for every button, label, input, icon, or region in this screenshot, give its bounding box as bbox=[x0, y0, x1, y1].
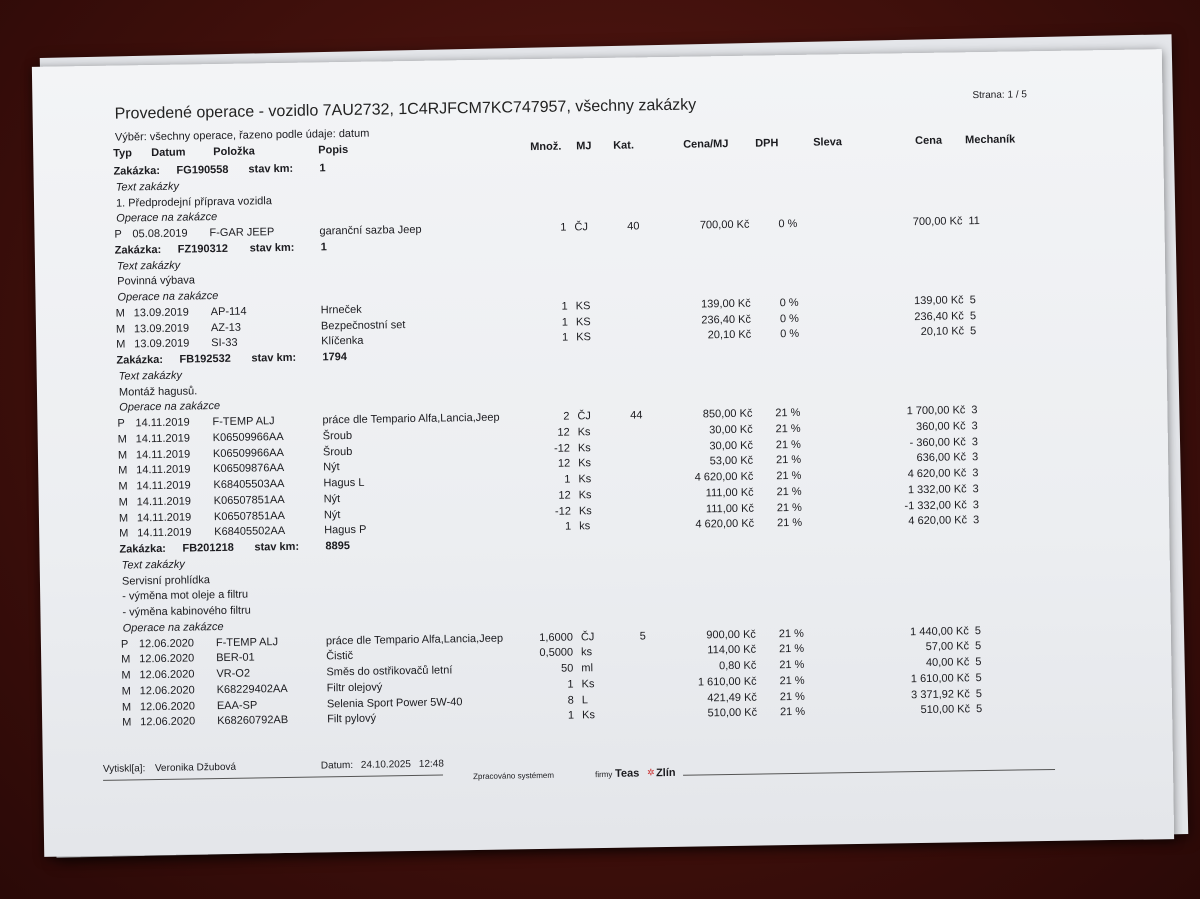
km-value: 1 bbox=[319, 162, 326, 175]
cell-kat bbox=[609, 504, 644, 505]
cell-polozka: K68229402AA bbox=[216, 682, 288, 696]
cell-cena: 4 620,00 Kč bbox=[908, 514, 968, 528]
km-value: 1794 bbox=[322, 351, 348, 364]
cell-mj: ks bbox=[581, 646, 593, 659]
col-mnoz: Množ. bbox=[530, 140, 562, 154]
cell-dph: 21 % bbox=[775, 438, 801, 451]
cell-mnoz: 1,6000 bbox=[539, 630, 573, 644]
cell-kat bbox=[608, 457, 643, 458]
brand-star-icon: ✲ bbox=[646, 767, 655, 778]
cell-mj: Ks bbox=[578, 473, 592, 486]
cell-kat bbox=[612, 709, 647, 710]
section-label-text: Text zakázky bbox=[121, 558, 185, 572]
order-number: FB201218 bbox=[182, 541, 234, 555]
cell-dph: 0 % bbox=[779, 312, 800, 325]
cell-mech: 11 bbox=[968, 215, 980, 228]
cell-typ: M bbox=[118, 464, 128, 477]
section-label-text: Operace na zakázce bbox=[122, 620, 224, 635]
cell-cena-mj: 111,00 Kč bbox=[705, 502, 754, 515]
cell-mnoz: 50 bbox=[561, 662, 574, 675]
cell-mj: ks bbox=[579, 520, 591, 533]
print-time: 12:48 bbox=[418, 758, 444, 770]
cell-cena-mj: 421,49 Kč bbox=[707, 691, 757, 704]
cell-cena: 700,00 Kč bbox=[912, 215, 963, 229]
cell-mnoz: 1 bbox=[564, 520, 572, 533]
cell-typ: M bbox=[117, 433, 127, 446]
brand-teas: Teas bbox=[614, 767, 640, 780]
cell-cena-mj: 510,00 Kč bbox=[707, 706, 758, 720]
cell-polozka: K68260792AB bbox=[217, 714, 289, 728]
cell-mech: 5 bbox=[974, 640, 982, 653]
cell-mech: 3 bbox=[972, 498, 980, 511]
brand-zlin: Zlín bbox=[655, 766, 676, 780]
col-typ: Typ bbox=[113, 147, 133, 160]
cell-kat bbox=[612, 677, 647, 678]
cell-cena: 20,10 Kč bbox=[920, 325, 965, 339]
cell-cena-mj: 20,10 Kč bbox=[707, 328, 752, 342]
cell-kat: 5 bbox=[639, 629, 646, 642]
cell-popis: garanční sazba Jeep bbox=[319, 223, 422, 238]
cell-popis: práce dle Tempario Alfa,Lancia,Jeep bbox=[325, 632, 504, 647]
col-polozka: Položka bbox=[213, 145, 255, 159]
cell-mj: KS bbox=[576, 331, 591, 344]
cell-popis: Šroub bbox=[322, 429, 353, 443]
section-label-text: Text zakázky bbox=[116, 259, 181, 273]
printed-by-label: Vytiskl[a]: bbox=[102, 763, 146, 775]
cell-mnoz: 1 bbox=[564, 473, 571, 486]
cell-typ: M bbox=[115, 322, 126, 336]
cell-mnoz: -12 bbox=[554, 505, 572, 518]
cell-mj: Ks bbox=[578, 504, 592, 517]
cell-datum: 12.06.2020 bbox=[139, 652, 195, 666]
cell-popis: Klíčenka bbox=[321, 335, 364, 348]
footer-rule-left bbox=[103, 775, 443, 781]
cell-datum: 13.09.2019 bbox=[133, 321, 190, 335]
cell-cena-mj: 139,00 Kč bbox=[701, 297, 751, 311]
cell-mech: 5 bbox=[969, 309, 977, 322]
km-label: stav km: bbox=[249, 241, 295, 255]
cell-popis: Bezpečnostní set bbox=[320, 318, 406, 332]
cell-popis: Filt pylový bbox=[327, 712, 377, 726]
note-text: - výměna mot oleje a filtru bbox=[122, 588, 249, 603]
km-label: stav km: bbox=[248, 162, 294, 176]
cell-datum: 05.08.2019 bbox=[132, 227, 188, 241]
cell-cena: 1 700,00 Kč bbox=[906, 404, 966, 418]
cell-mech: 5 bbox=[975, 687, 983, 700]
cell-typ: M bbox=[116, 338, 126, 351]
cell-mj: Ks bbox=[581, 677, 595, 691]
cell-typ: M bbox=[117, 448, 128, 462]
cell-cena-mj: 4 620,00 Kč bbox=[695, 517, 755, 531]
firm-label: firmy bbox=[594, 769, 613, 780]
cell-cena: - 360,00 Kč bbox=[909, 435, 966, 449]
report-filter: Výběr: všechny operace, řazeno podle údaje: datum bbox=[114, 127, 370, 144]
cell-dph: 21 % bbox=[776, 485, 802, 499]
cell-typ: M bbox=[121, 700, 132, 714]
cell-dph: 21 % bbox=[779, 674, 805, 688]
cell-kat bbox=[612, 693, 647, 694]
footer-rule-right bbox=[683, 769, 1055, 776]
col-mj: MJ bbox=[576, 140, 592, 153]
cell-cena: 3 371,92 Kč bbox=[911, 687, 970, 701]
cell-cena-mj: 850,00 Kč bbox=[702, 407, 753, 421]
cell-mj: ČJ bbox=[577, 410, 591, 423]
cell-mech: 3 bbox=[973, 514, 980, 527]
note-text: - výměna kabinového filtru bbox=[122, 604, 251, 619]
col-cena: Cena bbox=[915, 134, 943, 148]
cell-popis: Nýt bbox=[323, 492, 341, 506]
printed-report-page bbox=[32, 49, 1174, 857]
cell-mj: Ks bbox=[578, 488, 592, 502]
cell-datum: 12.06.2020 bbox=[139, 684, 195, 698]
cell-mech: 5 bbox=[969, 293, 976, 306]
cell-mnoz: 12 bbox=[557, 426, 570, 439]
cell-typ: M bbox=[121, 669, 131, 682]
section-label-text: Text zakázky bbox=[115, 180, 180, 194]
cell-datum: 14.11.2019 bbox=[136, 510, 192, 524]
cell-popis: práce dle Tempario Alfa,Lancia,Jeep bbox=[322, 411, 500, 427]
cell-mech: 5 bbox=[975, 656, 982, 669]
km-value: 8895 bbox=[325, 539, 351, 553]
print-date: 24.10.2025 bbox=[360, 759, 412, 771]
cell-polozka: K68405503AA bbox=[213, 478, 285, 492]
cell-mnoz: 12 bbox=[558, 489, 571, 502]
cell-polozka: AP-114 bbox=[210, 305, 247, 318]
cell-mj: Ks bbox=[582, 709, 596, 722]
cell-datum: 14.11.2019 bbox=[136, 463, 191, 477]
cell-polozka: F-TEMP ALJ bbox=[212, 415, 275, 429]
cell-dph: 0 % bbox=[779, 296, 799, 309]
cell-mj: L bbox=[581, 693, 589, 706]
cell-kat bbox=[609, 520, 644, 521]
cell-datum: 14.11.2019 bbox=[135, 432, 191, 446]
cell-cena: -1 332,00 Kč bbox=[904, 498, 967, 512]
cell-popis: Selenia Sport Power 5W-40 bbox=[326, 695, 463, 710]
cell-mnoz: 1 bbox=[561, 316, 569, 329]
cell-popis: Směs do ostřikovačů letní bbox=[326, 664, 453, 679]
cell-dph: 21 % bbox=[775, 454, 802, 467]
cell-polozka: EAA-SP bbox=[216, 698, 258, 712]
order-number: FZ190312 bbox=[177, 242, 228, 256]
cell-cena: 510,00 Kč bbox=[920, 703, 971, 717]
page-number: Strana: 1 / 5 bbox=[972, 89, 1027, 102]
cell-datum: 14.11.2019 bbox=[136, 479, 191, 493]
cell-dph: 21 % bbox=[778, 643, 805, 656]
cell-mnoz: 1 bbox=[560, 221, 567, 234]
cell-kat bbox=[611, 646, 646, 647]
col-mechanik: Mechaník bbox=[965, 133, 1016, 147]
order-label: Zakázka: bbox=[119, 542, 167, 556]
order-label: Zakázka: bbox=[113, 164, 161, 178]
cell-cena-mj: 30,00 Kč bbox=[709, 423, 753, 437]
cell-cena: 1 440,00 Kč bbox=[910, 624, 969, 638]
cell-polozka: K06509966AA bbox=[212, 430, 284, 444]
cell-typ: M bbox=[121, 653, 131, 666]
cell-dph: 21 % bbox=[779, 658, 805, 672]
cell-typ: M bbox=[118, 480, 128, 493]
cell-cena-mj: 0,80 Kč bbox=[718, 659, 757, 673]
cell-mnoz: 2 bbox=[563, 410, 570, 423]
cell-popis: Hagus P bbox=[324, 523, 367, 537]
cell-datum: 14.11.2019 bbox=[136, 495, 192, 509]
cell-mj: KS bbox=[575, 299, 591, 313]
cell-mj: ČJ bbox=[580, 630, 595, 643]
cell-cena-mj: 114,00 Kč bbox=[707, 643, 757, 657]
cell-dph: 21 % bbox=[776, 517, 803, 530]
col-sleva: Sleva bbox=[813, 136, 842, 149]
cell-polozka: K68405502AA bbox=[214, 525, 286, 539]
cell-mj: KS bbox=[575, 315, 591, 328]
cell-dph: 21 % bbox=[775, 406, 801, 420]
cell-kat bbox=[608, 472, 643, 473]
cell-cena: 236,40 Kč bbox=[914, 309, 964, 323]
date-label: Datum: bbox=[320, 759, 354, 772]
cell-dph: 21 % bbox=[779, 706, 806, 719]
cell-mj: ČJ bbox=[574, 221, 588, 234]
note-text: Montáž hagusů. bbox=[118, 384, 198, 399]
cell-typ: M bbox=[121, 685, 131, 698]
cell-dph: 0 % bbox=[780, 328, 800, 341]
cell-dph: 21 % bbox=[776, 469, 802, 483]
col-popis: Popis bbox=[318, 143, 349, 157]
cell-cena: 139,00 Kč bbox=[914, 294, 964, 307]
cell-datum: 12.06.2020 bbox=[138, 636, 195, 650]
cell-typ: M bbox=[122, 716, 132, 729]
cell-polozka: K06507851AA bbox=[213, 509, 285, 523]
cell-typ: P bbox=[114, 228, 122, 241]
cell-datum: 13.09.2019 bbox=[133, 306, 189, 320]
cell-polozka: F-GAR JEEP bbox=[209, 226, 275, 240]
cell-mj: Ks bbox=[577, 425, 591, 439]
cell-typ: M bbox=[118, 496, 128, 509]
cell-kat bbox=[608, 441, 643, 442]
cell-datum: 12.06.2020 bbox=[139, 668, 195, 682]
section-label-text: Operace na zakázce bbox=[117, 290, 219, 304]
cell-mech: 3 bbox=[971, 404, 978, 417]
cell-mnoz: 0,5000 bbox=[539, 646, 574, 660]
cell-cena: 40,00 Kč bbox=[925, 656, 970, 669]
cell-popis: Nýt bbox=[323, 461, 340, 474]
section-label-text: Operace na zakázce bbox=[119, 400, 221, 414]
cell-polozka: SI-33 bbox=[211, 336, 238, 350]
section-label-text: Text zakázky bbox=[118, 369, 183, 383]
cell-cena-mj: 4 620,00 Kč bbox=[694, 470, 754, 484]
cell-mech: 3 bbox=[972, 467, 979, 480]
col-dph: DPH bbox=[755, 137, 779, 150]
cell-cena-mj: 700,00 Kč bbox=[699, 218, 750, 232]
cell-popis: Čistič bbox=[326, 650, 354, 663]
cell-cena-mj: 30,00 Kč bbox=[709, 439, 753, 452]
cell-popis: Hagus L bbox=[323, 476, 365, 490]
cell-polozka: F-TEMP ALJ bbox=[215, 635, 279, 649]
cell-mnoz: 1 bbox=[561, 331, 569, 344]
cell-kat bbox=[606, 331, 641, 332]
cell-cena-mj: 111,00 Kč bbox=[705, 486, 754, 500]
note-text: Povinná výbava bbox=[117, 274, 196, 288]
cell-cena: 1 332,00 Kč bbox=[907, 483, 967, 496]
cell-typ: M bbox=[119, 527, 129, 540]
cell-polozka: VR-O2 bbox=[216, 667, 251, 681]
cell-mech: 5 bbox=[975, 671, 982, 684]
cell-mj: ml bbox=[581, 662, 594, 675]
cell-polozka: K06509876AA bbox=[213, 462, 285, 476]
cell-typ: P bbox=[117, 417, 125, 430]
cell-datum: 12.06.2020 bbox=[140, 715, 196, 729]
cell-mech: 3 bbox=[971, 419, 978, 432]
cell-mech: 5 bbox=[974, 624, 982, 637]
cell-kat bbox=[608, 425, 643, 426]
order-number: FB192532 bbox=[179, 352, 231, 366]
cell-polozka: BER-01 bbox=[216, 651, 255, 665]
cell-cena-mj: 900,00 Kč bbox=[706, 628, 756, 641]
cell-kat bbox=[611, 661, 646, 662]
cell-mech: 3 bbox=[972, 451, 979, 464]
cell-mnoz: 1 bbox=[561, 300, 568, 313]
cell-popis: Filtr olejový bbox=[326, 681, 383, 695]
col-datum: Datum bbox=[151, 146, 186, 160]
printed-by-name: Veronika Džubová bbox=[154, 761, 237, 775]
cell-popis: Šroub bbox=[322, 445, 353, 458]
cell-mech: 3 bbox=[971, 435, 979, 448]
cell-cena-mj: 1 610,00 Kč bbox=[697, 675, 757, 689]
col-kat: Kat. bbox=[613, 139, 635, 152]
km-label: stav km: bbox=[251, 351, 297, 365]
cell-cena: 4 620,00 Kč bbox=[907, 467, 967, 481]
cell-mj: Ks bbox=[578, 457, 592, 470]
cell-datum: 14.11.2019 bbox=[135, 416, 190, 430]
order-label: Zakázka: bbox=[116, 353, 164, 367]
cell-kat bbox=[609, 488, 644, 489]
cell-dph: 21 % bbox=[776, 501, 802, 514]
cell-cena-mj: 236,40 Kč bbox=[701, 313, 752, 326]
cell-dph: 21 % bbox=[779, 690, 805, 703]
cell-polozka: K06509966AA bbox=[212, 446, 285, 460]
cell-polozka: AZ-13 bbox=[210, 321, 242, 334]
cell-dph: 0 % bbox=[778, 217, 798, 231]
cell-mech: 5 bbox=[975, 703, 983, 716]
report-footer bbox=[43, 739, 1173, 797]
cell-datum: 12.06.2020 bbox=[139, 699, 196, 713]
cell-kat: 40 bbox=[627, 220, 640, 233]
cell-mnoz: 12 bbox=[557, 457, 571, 470]
col-cena-mj: Cena/MJ bbox=[683, 137, 729, 151]
cell-datum: 13.09.2019 bbox=[134, 337, 190, 351]
note-text: 1. Předprodejní příprava vozidla bbox=[115, 194, 273, 210]
cell-cena: 636,00 Kč bbox=[916, 451, 967, 465]
cell-dph: 21 % bbox=[778, 627, 804, 640]
report-title: Provedené operace - vozidlo 7AU2732, 1C4RJFCM7KC747957, všechny zakázky bbox=[114, 96, 697, 123]
cell-typ: M bbox=[118, 511, 129, 525]
cell-cena-mj: 53,00 Kč bbox=[709, 454, 754, 468]
order-label: Zakázka: bbox=[114, 243, 162, 257]
cell-mech: 5 bbox=[970, 325, 977, 338]
cell-popis: Hrneček bbox=[320, 303, 362, 317]
note-text: Servisní prohlídka bbox=[121, 573, 211, 588]
cell-kat bbox=[606, 315, 641, 316]
cell-mnoz: 1 bbox=[567, 678, 574, 691]
cell-cena: 57,00 Kč bbox=[925, 640, 970, 654]
cell-mech: 3 bbox=[972, 482, 979, 495]
km-label: stav km: bbox=[254, 540, 300, 554]
cell-mj: Ks bbox=[577, 441, 591, 454]
cell-popis: Nýt bbox=[323, 508, 341, 521]
cell-mnoz: 1 bbox=[567, 709, 575, 722]
cell-kat bbox=[606, 299, 641, 300]
cell-polozka: K06507851AA bbox=[213, 493, 285, 507]
cell-datum: 14.11.2019 bbox=[137, 526, 192, 540]
processed-by-text: Zpracováno systémem bbox=[472, 770, 555, 782]
cell-dph: 21 % bbox=[775, 422, 801, 436]
cell-datum: 14.11.2019 bbox=[135, 447, 191, 461]
cell-kat: 44 bbox=[630, 409, 643, 422]
cell-cena: 360,00 Kč bbox=[915, 420, 966, 433]
cell-typ: M bbox=[115, 307, 126, 320]
order-number: FG190558 bbox=[176, 163, 229, 177]
cell-mnoz: 8 bbox=[567, 693, 574, 707]
km-value: 1 bbox=[320, 241, 327, 254]
cell-mnoz: -12 bbox=[553, 442, 571, 455]
cell-cena: 1 610,00 Kč bbox=[910, 672, 970, 685]
cell-typ: P bbox=[120, 637, 129, 651]
section-label-text: Operace na zakázce bbox=[116, 211, 218, 225]
